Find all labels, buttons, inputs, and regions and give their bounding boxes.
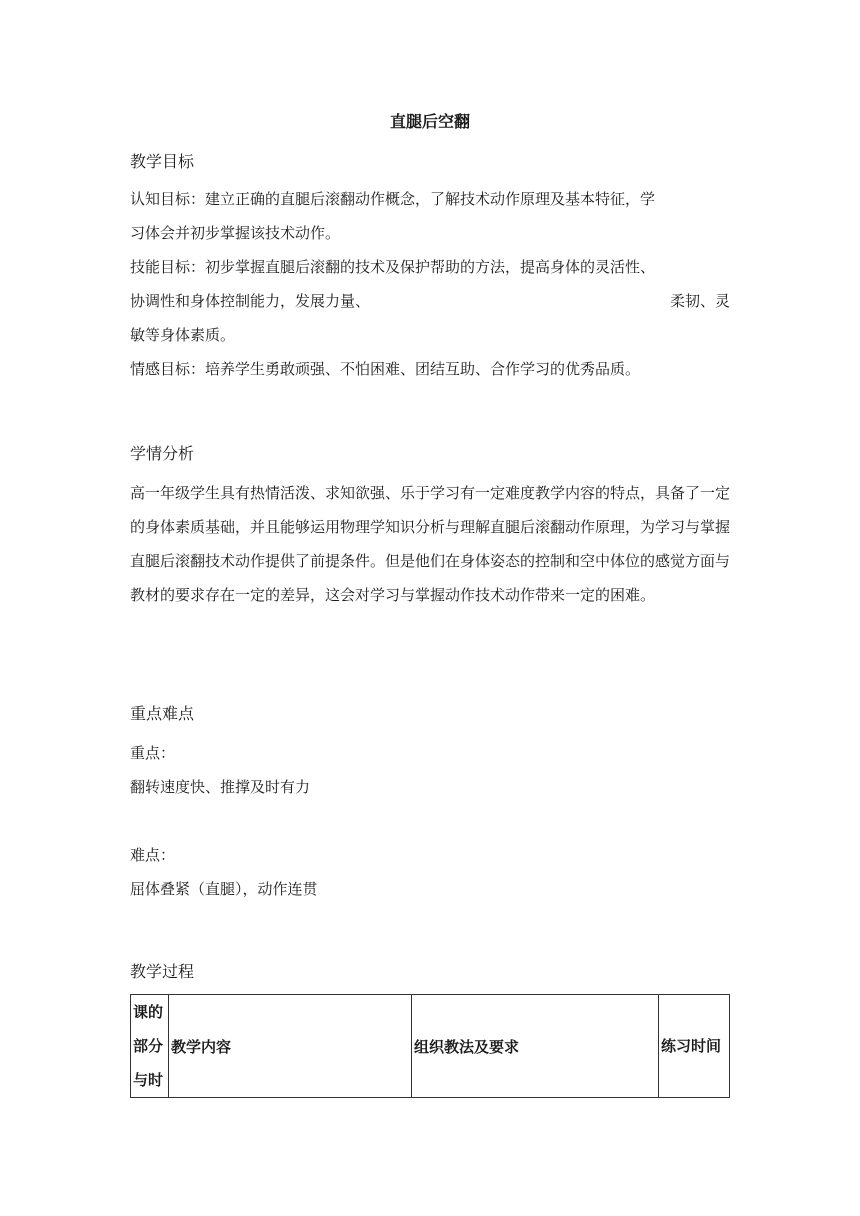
process-heading: 教学过程 [130, 962, 195, 981]
skill-objective-line-1: 技能目标：初步掌握直腿后滚翻的技术及保护帮助的方法，提高身体的灵活性、 [130, 258, 656, 276]
col-part-header: 课的部分与时 [131, 995, 169, 1098]
difficulty-text: 屈体叠紧（直腿），动作连贯 [130, 880, 318, 898]
key-point-text: 翻转速度快、推撑及时有力 [130, 778, 311, 796]
skill-objective-line-2 [130, 284, 730, 318]
document-title: 直腿后空翻 [389, 112, 470, 131]
analysis-heading: 学情分析 [130, 444, 195, 463]
skill-objective-part-b: 柔韧、灵 [669, 292, 730, 310]
difficulty-label: 难点： [130, 846, 176, 864]
cognitive-objective-line-1: 认知目标：建立正确的直腿后滚翻动作概念，了解技术动作原理及基本特征，学 [130, 190, 656, 208]
objectives-heading: 教学目标 [130, 152, 195, 171]
col-method-header: 组织教法及要求 [412, 995, 659, 1098]
col-content-header: 教学内容 [169, 995, 412, 1098]
analysis-text: 高一年级学生具有热情活泼、求知欲强、乐于学习有一定难度教学内容的特点，具备了一定的身体素质基础，并且能够运用物理学知识分析与理解直腿后滚翻动作原理，为学习与掌握直腿后滚翻技术动作提供了前提条件。但是他们在身体姿态的控制和空中体位的感觉方面与教材的要求存在一定的差异，这会对学习与掌握动作技术动作带来一定的困难。 [130, 484, 731, 604]
process-table [130, 994, 730, 1098]
key-point-label: 重点： [130, 744, 176, 762]
col-time-header: 练习时间 [659, 995, 730, 1098]
skill-objective-line-3: 敏等身体素质。 [130, 326, 236, 344]
emotional-objective: 情感目标：培养学生勇敢顽强、不怕困难、团结互助、合作学习的优秀品质。 [130, 360, 641, 378]
cognitive-objective-line-2: 习体会并初步掌握该技术动作。 [130, 224, 341, 242]
table-header-row [131, 995, 730, 1098]
key-points-heading: 重点难点 [130, 704, 195, 723]
skill-objective-part-a: 协调性和身体控制能力，发展力量、 [130, 292, 371, 310]
